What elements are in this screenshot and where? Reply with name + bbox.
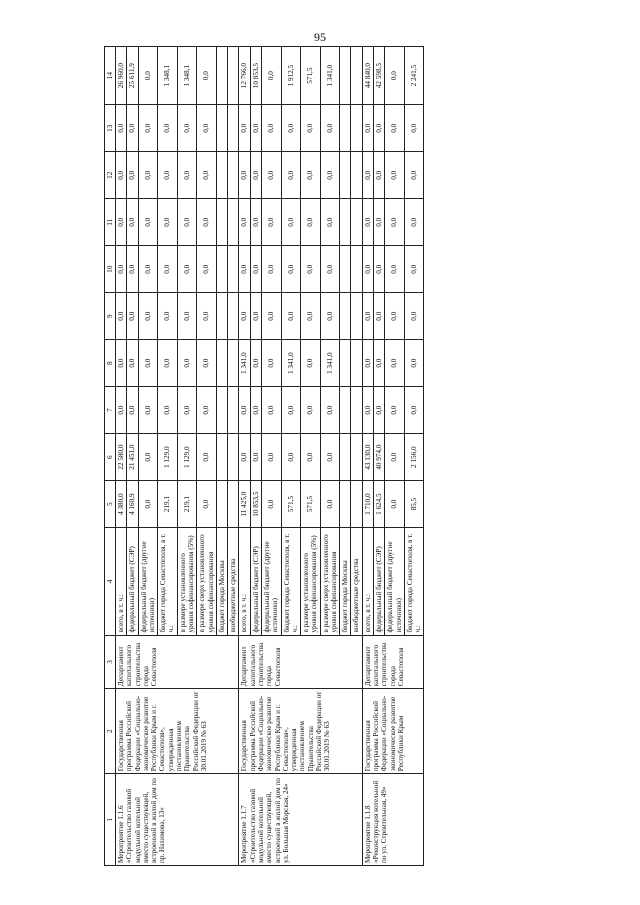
budget-table (104, 46, 424, 866)
amount-cell: 0,0 (385, 434, 405, 481)
amount-cell: 0,0 (320, 481, 340, 528)
amount-cell: 0,0 (239, 434, 250, 481)
amount-cell: 0,0 (239, 199, 250, 246)
amount-cell (228, 481, 239, 528)
amount-cell: 0,0 (404, 105, 424, 152)
amount-cell: 2 156,0 (404, 434, 424, 481)
amount-cell (340, 47, 351, 105)
amount-cell (228, 340, 239, 387)
table-row (239, 47, 250, 866)
amount-cell: 0,0 (127, 152, 138, 199)
amount-cell: 0,0 (116, 340, 127, 387)
amount-cell: 0,0 (250, 387, 261, 434)
column-number: 11 (105, 199, 116, 246)
amount-cell: 42 598,5 (374, 47, 385, 105)
amount-cell: 0,0 (385, 105, 405, 152)
column-number: 1 (105, 774, 116, 866)
funding-source-cell: бюджет города Севастополя, в т. ч.: (281, 528, 301, 635)
amount-cell: 0,0 (301, 105, 321, 152)
amount-cell: 0,0 (281, 246, 301, 293)
amount-cell: 0,0 (362, 105, 373, 152)
page-number: 95 (314, 30, 326, 44)
amount-cell: 0,0 (250, 105, 261, 152)
amount-cell (340, 434, 351, 481)
amount-cell: 0,0 (281, 152, 301, 199)
amount-cell: 1 341,0 (320, 47, 340, 105)
amount-cell: 0,0 (197, 387, 217, 434)
amount-cell: 25 611,9 (127, 47, 138, 105)
amount-cell (351, 105, 362, 152)
amount-cell: 1 348,1 (158, 47, 178, 105)
amount-cell (351, 47, 362, 105)
amount-cell: 0,0 (127, 246, 138, 293)
amount-cell: 0,0 (385, 152, 405, 199)
amount-cell: 0,0 (177, 340, 197, 387)
amount-cell: 0,0 (116, 152, 127, 199)
amount-cell (216, 105, 227, 152)
table-frame (104, 46, 528, 866)
amount-cell: 0,0 (177, 387, 197, 434)
amount-cell (351, 293, 362, 340)
amount-cell: 0,0 (362, 293, 373, 340)
amount-cell: 0,0 (281, 199, 301, 246)
amount-cell: 0,0 (250, 152, 261, 199)
funding-source-cell: всего, в т. ч.: (362, 528, 373, 635)
amount-cell (228, 246, 239, 293)
amount-cell: 0,0 (138, 246, 158, 293)
amount-cell (340, 387, 351, 434)
amount-cell (216, 340, 227, 387)
amount-cell: 0,0 (301, 387, 321, 434)
amount-cell (351, 199, 362, 246)
amount-cell: 43 130,0 (362, 434, 373, 481)
amount-cell: 0,0 (138, 47, 158, 105)
amount-cell: 0,0 (362, 246, 373, 293)
amount-cell (216, 199, 227, 246)
amount-cell: 1 624,5 (374, 481, 385, 528)
amount-cell: 4 160,9 (127, 481, 138, 528)
amount-cell: 0,0 (239, 105, 250, 152)
column-number: 7 (105, 387, 116, 434)
amount-cell: 1 341,0 (239, 340, 250, 387)
amount-cell: 0,0 (385, 340, 405, 387)
amount-cell: 0,0 (374, 152, 385, 199)
amount-cell: 0,0 (385, 246, 405, 293)
amount-cell: 10 853,5 (250, 481, 261, 528)
amount-cell: 1 710,0 (362, 481, 373, 528)
amount-cell: 0,0 (116, 199, 127, 246)
amount-cell: 0,0 (281, 105, 301, 152)
amount-cell (340, 340, 351, 387)
amount-cell: 0,0 (374, 293, 385, 340)
amount-cell: 571,5 (301, 47, 321, 105)
program-cell: Государственная программа Российской Федерации «Социально-экономическое развитие Республики Крым и г. Севастополя», утвержденная постановлением Правительства Российской Федерации от 30.01.2019 № 63 (239, 689, 362, 774)
amount-cell: 0,0 (158, 387, 178, 434)
amount-cell: 0,0 (281, 293, 301, 340)
amount-cell: 0,0 (261, 246, 281, 293)
amount-cell: 0,0 (239, 246, 250, 293)
amount-cell (228, 105, 239, 152)
column-number: 6 (105, 434, 116, 481)
amount-cell (340, 152, 351, 199)
amount-cell: 0,0 (301, 434, 321, 481)
amount-cell: 0,0 (197, 199, 217, 246)
amount-cell: 0,0 (362, 387, 373, 434)
amount-cell (351, 246, 362, 293)
funding-source-cell: бюджет города Севастополя, в т. ч.: (404, 528, 424, 635)
amount-cell: 0,0 (404, 152, 424, 199)
amount-cell: 0,0 (197, 47, 217, 105)
funding-source-cell: бюджет города Москвы (340, 528, 351, 635)
amount-cell: 0,0 (250, 199, 261, 246)
amount-cell: 0,0 (138, 481, 158, 528)
column-number: 3 (105, 635, 116, 689)
amount-cell: 0,0 (250, 293, 261, 340)
funding-source-cell: всего, в т. ч.: (239, 528, 250, 635)
amount-cell: 0,0 (301, 293, 321, 340)
executor-cell: Департамент капитального строительства города Севастополя (239, 635, 362, 689)
amount-cell: 12 766,0 (239, 47, 250, 105)
amount-cell: 0,0 (261, 340, 281, 387)
amount-cell: 219,1 (177, 481, 197, 528)
funding-source-cell: внебюджетные средства (351, 528, 362, 635)
measure-cell: Мероприятие 1.1.8 «Реконструкция котельной по ул. Строительная, 49» (362, 774, 424, 866)
amount-cell: 40 974,0 (374, 434, 385, 481)
amount-cell (228, 152, 239, 199)
amount-cell: 0,0 (320, 387, 340, 434)
amount-cell: 1 341,0 (320, 340, 340, 387)
amount-cell (340, 105, 351, 152)
amount-cell: 0,0 (301, 152, 321, 199)
amount-cell: 0,0 (116, 246, 127, 293)
amount-cell: 0,0 (320, 434, 340, 481)
funding-source-cell: в размере сверх установленного уровня софинансирования (197, 528, 217, 635)
program-cell: Государственная программа Российской Федерации «Социально-экономическое развитие Республики Крым и г. Севастополя», утвержденная постановлением Правительства Российской Федерации от 30.01.2019 № 63 (116, 689, 239, 774)
amount-cell: 85,5 (404, 481, 424, 528)
amount-cell (216, 481, 227, 528)
amount-cell: 0,0 (385, 481, 405, 528)
amount-cell: 0,0 (197, 481, 217, 528)
funding-source-cell: бюджет города Москвы (216, 528, 227, 635)
executor-cell: Департамент капитального строительства города Севастополя (116, 635, 239, 689)
amount-cell (351, 152, 362, 199)
amount-cell: 0,0 (250, 340, 261, 387)
amount-cell: 0,0 (385, 293, 405, 340)
amount-cell (216, 387, 227, 434)
amount-cell (228, 434, 239, 481)
amount-cell: 0,0 (404, 340, 424, 387)
funding-source-cell: федеральный бюджет (СЭР) (127, 528, 138, 635)
amount-cell: 0,0 (261, 293, 281, 340)
amount-cell: 0,0 (177, 152, 197, 199)
amount-cell: 0,0 (116, 293, 127, 340)
amount-cell: 22 580,0 (116, 434, 127, 481)
funding-source-cell: федеральный бюджет (другие источники) (138, 528, 158, 635)
amount-cell: 0,0 (138, 152, 158, 199)
amount-cell: 0,0 (320, 293, 340, 340)
amount-cell: 571,5 (301, 481, 321, 528)
amount-cell: 0,0 (404, 246, 424, 293)
amount-cell: 0,0 (362, 199, 373, 246)
amount-cell (351, 434, 362, 481)
amount-cell: 0,0 (374, 340, 385, 387)
executor-cell: Департамент капитального строительства города Севастополя (362, 635, 424, 689)
amount-cell: 0,0 (158, 246, 178, 293)
amount-cell (216, 47, 227, 105)
amount-cell: 0,0 (138, 387, 158, 434)
amount-cell: 0,0 (197, 246, 217, 293)
amount-cell: 0,0 (158, 105, 178, 152)
amount-cell (228, 199, 239, 246)
amount-cell: 0,0 (261, 387, 281, 434)
amount-cell: 2 241,5 (404, 47, 424, 105)
amount-cell: 0,0 (362, 152, 373, 199)
column-number: 14 (105, 47, 116, 105)
amount-cell: 0,0 (197, 105, 217, 152)
amount-cell: 0,0 (177, 293, 197, 340)
amount-cell: 0,0 (261, 481, 281, 528)
amount-cell: 0,0 (250, 434, 261, 481)
amount-cell: 0,0 (320, 199, 340, 246)
amount-cell: 0,0 (404, 199, 424, 246)
amount-cell: 0,0 (261, 199, 281, 246)
amount-cell: 0,0 (197, 340, 217, 387)
funding-source-cell: бюджет города Севастополя, в т. ч.: (158, 528, 178, 635)
amount-cell: 0,0 (261, 47, 281, 105)
amount-cell (351, 481, 362, 528)
amount-cell: 0,0 (138, 434, 158, 481)
amount-cell: 0,0 (197, 434, 217, 481)
funding-source-cell: федеральный бюджет (другие источники) (385, 528, 405, 635)
amount-cell: 0,0 (239, 293, 250, 340)
amount-cell: 0,0 (138, 293, 158, 340)
amount-cell: 0,0 (320, 152, 340, 199)
amount-cell: 44 840,0 (362, 47, 373, 105)
amount-cell (340, 481, 351, 528)
amount-cell: 4 380,0 (116, 481, 127, 528)
column-number: 13 (105, 105, 116, 152)
amount-cell: 0,0 (127, 340, 138, 387)
header-row (105, 47, 116, 866)
amount-cell: 0,0 (177, 105, 197, 152)
amount-cell: 0,0 (261, 434, 281, 481)
amount-cell: 0,0 (127, 293, 138, 340)
column-number: 8 (105, 340, 116, 387)
amount-cell: 0,0 (158, 152, 178, 199)
table-row (362, 47, 373, 866)
measure-cell: Мероприятие 1.1.7 «Строительство газовой модульной котельной вместо существующей, встроенной в жилой дом по ул. Большая Морская, 24» (239, 774, 362, 866)
amount-cell: 1 129,0 (177, 434, 197, 481)
funding-source-cell: в размере сверх установленного уровня софинансирования (320, 528, 340, 635)
column-number: 9 (105, 293, 116, 340)
amount-cell (216, 293, 227, 340)
amount-cell: 0,0 (239, 387, 250, 434)
column-number: 12 (105, 152, 116, 199)
amount-cell (351, 387, 362, 434)
amount-cell: 0,0 (158, 199, 178, 246)
amount-cell: 219,1 (158, 481, 178, 528)
amount-cell: 0,0 (301, 199, 321, 246)
funding-source-cell: федеральный бюджет (СЭР) (374, 528, 385, 635)
amount-cell: 0,0 (385, 47, 405, 105)
amount-cell: 1 348,1 (177, 47, 197, 105)
measure-cell: Мероприятие 1.1.6 «Строительство газовой модульной котельной вместо существующей, встроенной в жилой дом по пр. Нахимова, 13» (116, 774, 239, 866)
funding-source-cell: федеральный бюджет (другие источники) (261, 528, 281, 635)
funding-source-cell: федеральный бюджет (СЭР) (250, 528, 261, 635)
amount-cell: 0,0 (281, 387, 301, 434)
amount-cell: 0,0 (404, 293, 424, 340)
amount-cell: 0,0 (127, 387, 138, 434)
amount-cell: 21 451,0 (127, 434, 138, 481)
amount-cell: 0,0 (127, 199, 138, 246)
amount-cell: 0,0 (320, 105, 340, 152)
column-number: 4 (105, 528, 116, 635)
amount-cell (228, 47, 239, 105)
amount-cell (351, 340, 362, 387)
column-number: 10 (105, 246, 116, 293)
program-cell: Государственная программа Российской Федерации «Социально-экономическое развитие Республики Крым (362, 689, 424, 774)
amount-cell: 0,0 (261, 152, 281, 199)
rotated-table-container (104, 46, 528, 866)
amount-cell: 1 912,5 (281, 47, 301, 105)
amount-cell (228, 293, 239, 340)
funding-source-cell: всего, в т. ч.: (116, 528, 127, 635)
amount-cell: 0,0 (127, 105, 138, 152)
amount-cell: 0,0 (301, 340, 321, 387)
amount-cell (216, 434, 227, 481)
amount-cell: 10 853,5 (250, 47, 261, 105)
amount-cell: 0,0 (301, 246, 321, 293)
amount-cell: 0,0 (404, 387, 424, 434)
amount-cell: 26 960,0 (116, 47, 127, 105)
amount-cell: 0,0 (158, 293, 178, 340)
amount-cell: 0,0 (250, 246, 261, 293)
amount-cell: 0,0 (138, 199, 158, 246)
amount-cell: 0,0 (116, 105, 127, 152)
amount-cell: 0,0 (138, 105, 158, 152)
amount-cell: 0,0 (374, 105, 385, 152)
amount-cell: 0,0 (197, 293, 217, 340)
amount-cell: 571,5 (281, 481, 301, 528)
funding-source-cell: в размере установленного уровня софинансирования (5%) (301, 528, 321, 635)
amount-cell (216, 152, 227, 199)
amount-cell: 0,0 (116, 387, 127, 434)
funding-source-cell: внебюджетные средства (228, 528, 239, 635)
amount-cell: 0,0 (385, 387, 405, 434)
amount-cell: 0,0 (177, 246, 197, 293)
amount-cell: 0,0 (261, 105, 281, 152)
amount-cell (340, 246, 351, 293)
amount-cell: 1 129,0 (158, 434, 178, 481)
amount-cell: 0,0 (239, 152, 250, 199)
amount-cell (228, 387, 239, 434)
funding-source-cell: в размере установленного уровня софинансирования (5%) (177, 528, 197, 635)
amount-cell: 0,0 (197, 152, 217, 199)
amount-cell: 0,0 (362, 340, 373, 387)
amount-cell: 0,0 (281, 434, 301, 481)
amount-cell: 0,0 (374, 387, 385, 434)
column-number: 5 (105, 481, 116, 528)
amount-cell (340, 199, 351, 246)
amount-cell: 0,0 (374, 246, 385, 293)
amount-cell: 0,0 (385, 199, 405, 246)
amount-cell: 11 425,0 (239, 481, 250, 528)
amount-cell: 0,0 (158, 340, 178, 387)
amount-cell: 0,0 (374, 199, 385, 246)
amount-cell (340, 293, 351, 340)
table-row (116, 47, 127, 866)
amount-cell: 0,0 (320, 246, 340, 293)
amount-cell (216, 246, 227, 293)
amount-cell: 1 341,0 (281, 340, 301, 387)
column-number: 2 (105, 689, 116, 774)
amount-cell: 0,0 (177, 199, 197, 246)
amount-cell: 0,0 (138, 340, 158, 387)
